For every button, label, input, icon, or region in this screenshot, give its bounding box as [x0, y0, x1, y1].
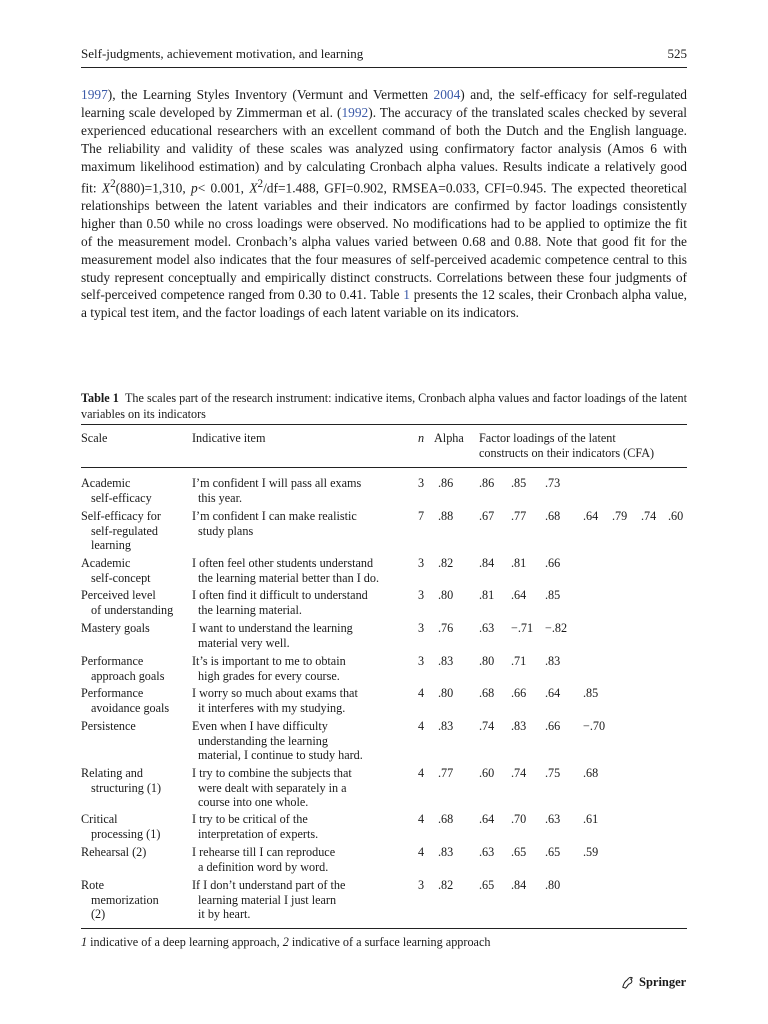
table-cell-loading: −.70 [583, 719, 606, 733]
body-paragraph: 1997), the Learning Styles Inventory (Vermunt and Vermetten 2004) and, the self-efficacy for self-regulated learning scale developed by Zimmerman et al. (1992). The accuracy of the translated scales checked by several experienced educational researchers with an excellent command of both the Dutch and the English language. The reliability and validity of these scales was analyzed using confirmatory factor analysis (Amos 6 with maximum likelihood estimation) and by calculating Cronbach alpha values. Results indicate a relatively good fit: $X^2(880)=1,310$, p< 0.001, $X^2/df=1.488$, GFI=0.902, RMSEA=0.033, CFI=0.945. The expected theoretical relationships between the latent variables and their indicators are confirmed by factor loadings consistently higher than 0.50 while no cross loadings were observed. No modifications had to be applied to optimize the fit of the measurement model. Cronbach’s alpha values varied between 0.68 and 0.88. Note that good fit for the measurement model also indicates that the four measures of self-perceived academic competence central to this study represent conceptually and empirically distinct constructs. Correlations between these four judgments of self-perceived competence ranged from 0.30 to 0.41. Table 1 presents the 12 scales, their Cronbach alpha value, a typical test item, and the factor loadings of each latent variable on its indicators. [81, 87, 688, 321]
table-cell-item: Even when I have difficulty understanding the learning material, I continue to study hard. [192, 719, 363, 762]
table-cell-item: I worry so much about exams that it interferes with my studying. [192, 686, 358, 715]
table-cell-loading: .60 [668, 509, 684, 523]
table-cell-loading: .68 [545, 509, 561, 523]
table-cell-loading: .74 [641, 509, 657, 523]
table-cell-loading: .63 [479, 621, 495, 635]
table-top-rule [81, 424, 687, 425]
table-cell-loading: .85 [583, 686, 599, 700]
table-cell-scale: Relating and structuring (1) [81, 766, 162, 795]
table-cell-loading: .65 [479, 878, 495, 892]
table-cell-loading: .66 [511, 686, 527, 700]
header-factor-loadings: Factor loadings of the latent constructs on their indicators (CFA) [479, 431, 655, 460]
table-cell-item: If I don’t understand part of the learning material I just learn it by heart. [192, 878, 346, 921]
table-cell-alpha: .83 [438, 719, 454, 733]
table-cell-alpha: .82 [438, 556, 454, 570]
table-cell-loading: .70 [511, 812, 527, 826]
table-cell-loading: .83 [545, 654, 561, 668]
table-cell-loading: .63 [545, 812, 561, 826]
table-cell-loading: .66 [545, 719, 561, 733]
table-cell-n: 3 [417, 476, 425, 490]
table-cell-alpha: .82 [438, 878, 454, 892]
table-cell-loading: .86 [479, 476, 495, 490]
table-cell-loading: .59 [583, 845, 599, 859]
table-header-rule [81, 467, 687, 468]
table-cell-item: I’m confident I can make realistic study plans [192, 509, 357, 538]
table-cell-item: I try to combine the subjects that were dealt with separately in a course into one whole. [192, 766, 352, 809]
table-cell-item: It’s is important to me to obtain high grades for every course. [192, 654, 346, 683]
table-cell-loading: .81 [511, 556, 527, 570]
table-caption: Table 1 The scales part of the research instrument: indicative items, Cronbach alpha values and factor loadings of the latent variables on its indicators [81, 391, 688, 421]
table-cell-loading: .84 [511, 878, 527, 892]
running-header [81, 46, 687, 66]
table-cell-item: I often find it difficult to understand the learning material. [192, 588, 368, 617]
table-ref-link[interactable]: 1 [403, 287, 410, 303]
running-title: Self-judgments, achievement motivation, and learning [81, 46, 364, 61]
table-cell-scale: Academic self-concept [81, 556, 151, 585]
table-cell-scale: Self-efficacy for self-regulated learning [81, 509, 161, 552]
table-cell-item: I try to be critical of the interpretation of experts. [192, 812, 319, 841]
publisher-name: Springer [639, 975, 687, 989]
table-footnote: 1 indicative of a deep learning approach, 2 indicative of a surface learning approach [81, 935, 491, 949]
table-cell-loading: .64 [583, 509, 599, 523]
header-rule [81, 67, 687, 68]
table-cell-item: I’m confident I will pass all exams this year. [192, 476, 362, 505]
table-cell-loading: .64 [511, 588, 527, 602]
table-cell-loading: .79 [612, 509, 628, 523]
table-cell-n: 3 [417, 878, 425, 892]
table-cell-n: 4 [417, 719, 425, 733]
citation-link-1997[interactable]: 1997 [81, 87, 108, 102]
citation-link-1992[interactable]: 1992 [341, 104, 369, 120]
table-cell-scale: Performance avoidance goals [81, 686, 170, 715]
table-cell-n: 3 [417, 654, 425, 668]
table-caption-label: Table 1 [81, 391, 119, 405]
publisher-logo [620, 975, 686, 990]
table-cell-alpha: .83 [438, 654, 454, 668]
table-cell-scale: Perceived level of understanding [81, 588, 174, 617]
table-cell-loading: .85 [545, 588, 561, 602]
table-cell-loading: .81 [479, 588, 495, 602]
table-cell-loading: .75 [545, 766, 561, 780]
table-cell-n: 3 [417, 621, 425, 635]
table-cell-scale: Rehearsal (2) [81, 845, 147, 859]
table-cell-loading: .80 [545, 878, 561, 892]
table-cell-loading: .84 [479, 556, 495, 570]
table-cell-loading: .65 [511, 845, 527, 859]
table-cell-scale: Critical processing (1) [81, 812, 161, 841]
table-cell-n: 4 [417, 766, 425, 780]
table-cell-item: I often feel other students understand the learning material better than I do. [192, 556, 380, 585]
table-cell-n: 4 [417, 845, 425, 859]
table-cell-loading: .67 [479, 509, 495, 523]
header-alpha: Alpha [434, 431, 464, 445]
header-scale: Scale [81, 431, 108, 445]
table-cell-scale: Rote memorization (2) [81, 878, 159, 921]
table-cell-scale: Persistence [81, 719, 136, 733]
table-bottom-rule [81, 928, 687, 929]
table-cell-n: 4 [417, 686, 425, 700]
table-cell-n: 4 [417, 812, 425, 826]
header-n: n [417, 431, 425, 445]
table-cell-loading: .64 [479, 812, 495, 826]
table-cell-loading: .74 [479, 719, 495, 733]
table-cell-loading: −.71 [511, 621, 534, 635]
table-cell-item: I want to understand the learning material very well. [192, 621, 353, 650]
table-cell-loading: .80 [479, 654, 495, 668]
table-cell-alpha: .83 [438, 845, 454, 859]
table-cell-loading: .60 [479, 766, 495, 780]
table-cell-loading: −.82 [545, 621, 568, 635]
citation-link-2004[interactable]: 2004 [433, 87, 461, 102]
table-cell-alpha: .80 [438, 686, 454, 700]
table-cell-loading: .73 [545, 476, 561, 490]
table-cell-loading: .68 [479, 686, 495, 700]
table-cell-loading: .65 [545, 845, 561, 859]
table-cell-loading: .68 [583, 766, 599, 780]
table-cell-n: 3 [417, 588, 425, 602]
table-cell-loading: .71 [511, 654, 527, 668]
table-cell-scale: Performance approach goals [81, 654, 165, 683]
page-number: 525 [667, 46, 687, 61]
table-cell-loading: .64 [545, 686, 561, 700]
table-cell-alpha: .68 [438, 812, 454, 826]
table-cell-loading: .66 [545, 556, 561, 570]
table-cell-loading: .74 [511, 766, 527, 780]
table-cell-alpha: .76 [438, 621, 454, 635]
table-cell-loading: .85 [511, 476, 527, 490]
table-cell-loading: .63 [479, 845, 495, 859]
table-cell-loading: .77 [511, 509, 527, 523]
table-cell-alpha: .88 [438, 509, 454, 523]
table-cell-loading: .83 [511, 719, 527, 733]
table-cell-item: I rehearse till I can reproduce a definition word by word. [192, 845, 336, 874]
table-cell-alpha: .80 [438, 588, 454, 602]
table-cell-n: 7 [417, 509, 425, 523]
table-cell-alpha: .86 [438, 476, 454, 490]
table-cell-alpha: .77 [438, 766, 454, 780]
table-cell-scale: Academic self-efficacy [81, 476, 152, 505]
springer-horse-icon [620, 975, 635, 990]
table-cell-n: 3 [417, 556, 425, 570]
table-cell-scale: Mastery goals [81, 621, 150, 635]
table-cell-loading: .61 [583, 812, 599, 826]
header-indicative-item: Indicative item [192, 431, 266, 445]
